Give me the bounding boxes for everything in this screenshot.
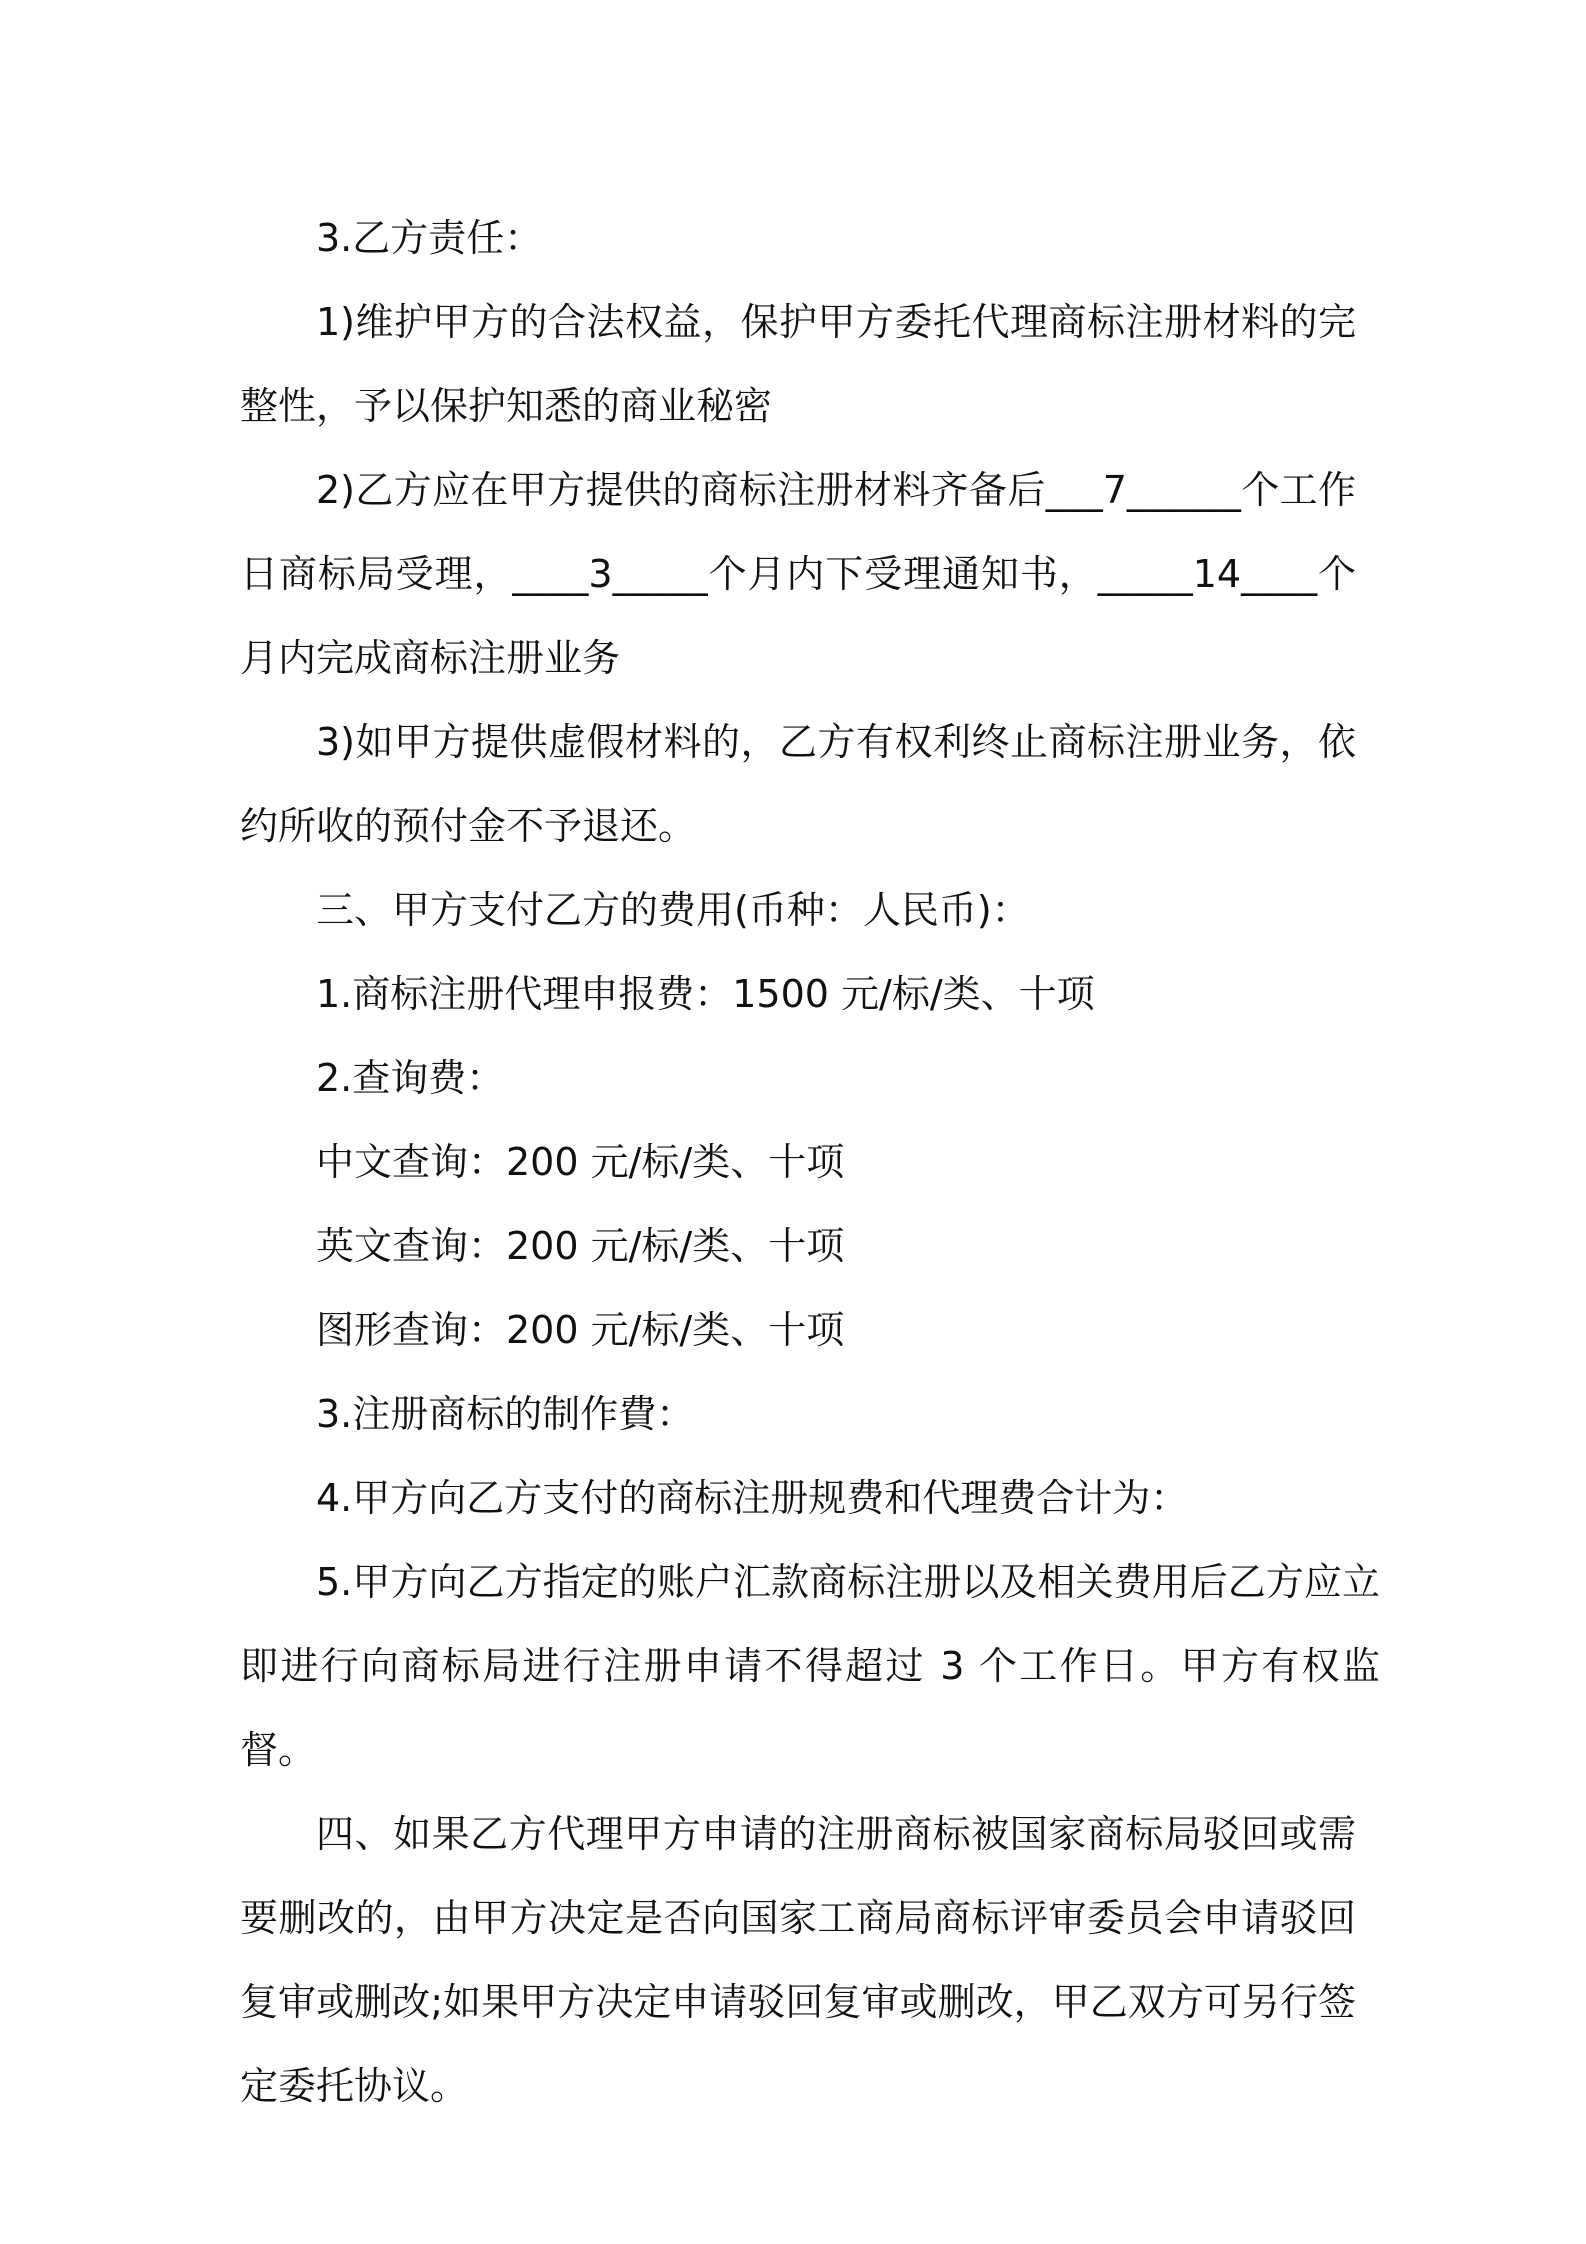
- paragraph-fee-5: 5.甲方向乙方指定的账户汇款商标注册以及相关费用后乙方应立即进行向商标局进行注册申请不得超过 3 个工作日。甲方有权监督。: [240, 1560, 1380, 1772]
- paragraph-fee-2: 2.查询费：: [316, 1056, 505, 1100]
- paragraph-fees-heading: 三、甲方支付乙方的费用(币种：人民币)：: [316, 888, 1030, 932]
- paragraph-fee-1: 1.商标注册代理申报费：1500 元/标/类、十项: [316, 972, 1095, 1016]
- paragraph-duty-2: 2)乙方应在甲方提供的商标注册材料齐备后___7______个工作日商标局受理，____3_____个月内下受理通知书，_____14____个月内完成商标注册业务: [240, 468, 1356, 680]
- paragraph-duty-3: 3)如甲方提供虚假材料的，乙方有权利终止商标注册业务，依约所收的预付金不予退还。: [240, 720, 1356, 848]
- paragraph-query-chinese: 中文查询：200 元/标/类、十项: [316, 1140, 845, 1184]
- paragraph-section-3-title: 3.乙方责任：: [316, 216, 543, 260]
- paragraph-section-4: 四、如果乙方代理甲方申请的注册商标被国家商标局驳回或需要删改的，由甲方决定是否向国家工商局商标评审委员会申请驳回复审或删改;如果甲方决定申请驳回复审或删改，甲乙双方可另行签定委托协议。: [240, 1812, 1356, 2108]
- paragraph-query-graphic: 图形查询：200 元/标/类、十项: [316, 1308, 845, 1352]
- document-body: [240, 196, 1380, 2128]
- paragraph-fee-3: 3.注册商标的制作費：: [316, 1392, 695, 1436]
- paragraph-duty-1: 1)维护甲方的合法权益，保护甲方委托代理商标注册材料的完整性，予以保护知悉的商业秘密: [240, 300, 1356, 428]
- paragraph-query-english: 英文查询：200 元/标/类、十项: [316, 1224, 845, 1268]
- paragraph-fee-4: 4.甲方向乙方支付的商标注册规费和代理费合计为：: [316, 1476, 1189, 1520]
